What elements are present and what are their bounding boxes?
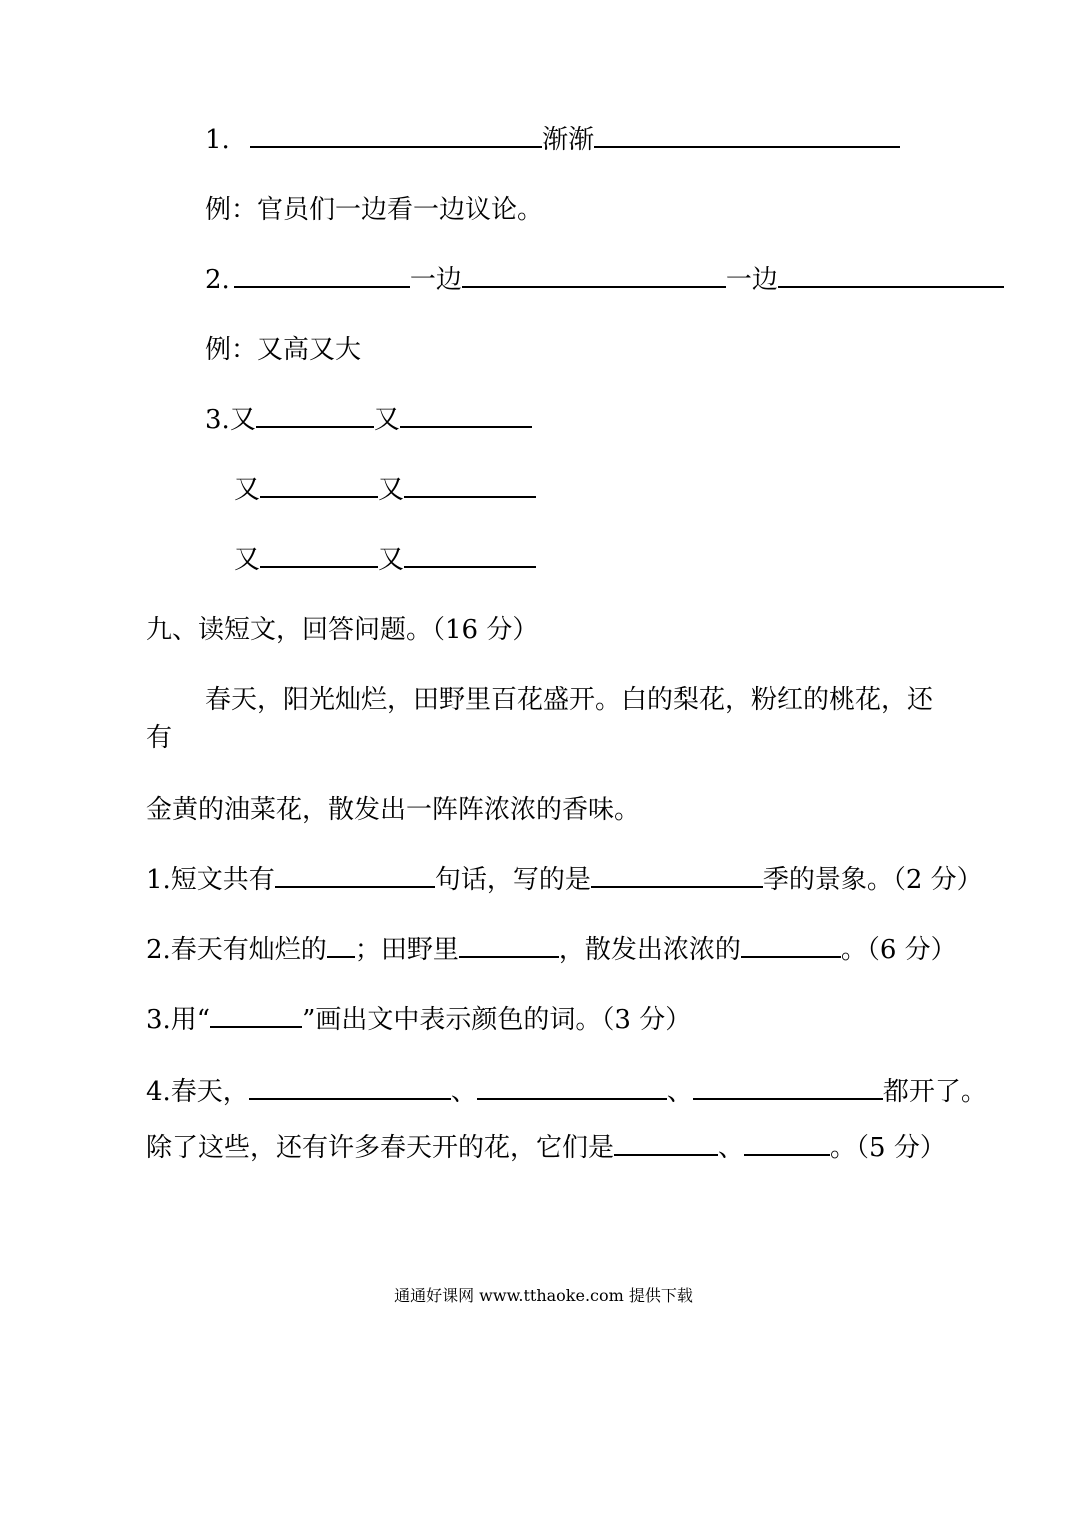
q9-5-text: 除了这些，还有许多春天开的花，它们是 [146, 1133, 615, 1163]
q8-1-word: 渐渐 [542, 125, 595, 155]
q9-3-text: 3.用“ [146, 1005, 211, 1035]
answer-blank[interactable] [249, 1072, 451, 1100]
footer-credit: 通通好课网 www.tthaoke.com 提供下载 [394, 1286, 693, 1305]
q8-3-line-2 [234, 470, 536, 510]
example-3: 例：又高又大 [205, 335, 362, 365]
q9-2-text: 。（6 分） [840, 935, 957, 965]
answer-blank[interactable] [477, 1072, 667, 1100]
you-char: 又 [234, 475, 261, 505]
answer-blank[interactable] [744, 1128, 830, 1156]
you-char: 又 [378, 475, 405, 505]
q9-1-text: 句话，写的是 [434, 865, 591, 895]
q9-2-line [146, 930, 957, 970]
underline-sample [210, 1000, 302, 1028]
passage-line-1b: 有 [146, 723, 173, 753]
passage-line-1: 春天，阳光灿烂，田野里百花盛开。白的梨花，粉红的桃花，还 [205, 685, 934, 715]
q9-1-text: 季的景象。（2 分） [762, 865, 983, 895]
q9-3-text: ”画出文中表示颜色的词。（3 分） [302, 1005, 692, 1035]
you-char: 又 [229, 405, 256, 435]
answer-blank[interactable] [459, 930, 559, 958]
q9-1-line [146, 860, 983, 900]
answer-blank[interactable] [404, 470, 536, 498]
answer-blank[interactable] [260, 540, 378, 568]
answer-blank[interactable] [693, 1072, 883, 1100]
q8-3-line-1 [205, 400, 532, 440]
answer-blank[interactable] [275, 860, 435, 888]
you-char: 又 [373, 405, 400, 435]
q8-3-number: 3. [205, 405, 230, 435]
q9-2-text: ，散发出浓浓的 [558, 935, 741, 965]
answer-blank[interactable] [591, 860, 763, 888]
answer-blank[interactable] [260, 470, 378, 498]
q8-2-line [205, 260, 1004, 300]
q9-1-text: 1.短文共有 [146, 865, 275, 895]
answer-blank[interactable] [256, 400, 374, 428]
q9-5-text: 。（5 分） [830, 1133, 946, 1163]
q8-2-word1: 一边 [409, 265, 462, 295]
answer-blank[interactable] [741, 930, 841, 958]
q9-2-text: ；田野里 [354, 935, 459, 965]
answer-blank[interactable] [614, 1128, 718, 1156]
answer-blank[interactable] [400, 400, 532, 428]
q9-4-text: 都开了。 [882, 1077, 987, 1107]
you-char: 又 [234, 545, 261, 575]
q9-4-line [146, 1072, 987, 1112]
q8-2-word2: 一边 [725, 265, 778, 295]
q8-3-line-3 [234, 540, 536, 580]
q8-1-number: 1. [205, 125, 230, 155]
q8-1-line [205, 120, 900, 160]
answer-blank[interactable] [594, 120, 900, 148]
separator: 、 [450, 1077, 477, 1107]
answer-blank[interactable] [462, 260, 726, 288]
separator: 、 [666, 1077, 693, 1107]
q8-2-number: 2. [205, 265, 230, 295]
example-2: 例：官员们一边看一边议论。 [205, 195, 544, 225]
answer-blank[interactable] [250, 120, 542, 148]
q9-5-line [146, 1128, 946, 1168]
answer-blank[interactable] [327, 930, 355, 958]
passage-line-2: 金黄的油菜花，散发出一阵阵浓浓的香味。 [146, 795, 641, 825]
q9-3-line [146, 1000, 691, 1040]
q9-2-text: 2.春天有灿烂的 [146, 935, 327, 965]
separator: 、 [718, 1133, 745, 1163]
answer-blank[interactable] [778, 260, 1004, 288]
section-9-title: 九、读短文，回答问题。（16 分） [146, 615, 539, 645]
answer-blank[interactable] [404, 540, 536, 568]
answer-blank[interactable] [234, 260, 410, 288]
q9-4-text: 4.春天， [146, 1077, 249, 1107]
you-char: 又 [378, 545, 405, 575]
